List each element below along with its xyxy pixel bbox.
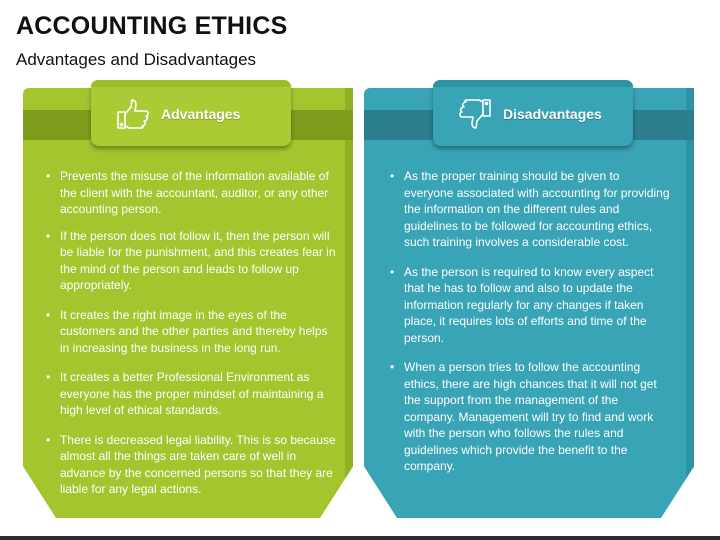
footer-bar [0,536,720,540]
disadvantages-label: Disadvantages [503,106,602,122]
disadvantages-panel-edge [686,88,694,518]
advantages-panel-edge [345,88,353,518]
thumbs-down-icon [457,96,493,132]
list-item: • If the person does not follow it, then the person will be liable for the punishment, and this creates fear in the mind of the person and leads to follow up appropriately. [44,228,336,294]
advantages-tab-cap [91,80,291,87]
advantages-list [44,168,336,511]
disadvantages-tab [433,80,633,146]
list-item: • There is decreased legal liability. This is so because almost all the things are taken care of well in advance by the concerned persons so that they are liable for any legal actions. [44,432,336,498]
list-item: • It creates a better Professional Environment as everyone has the proper mindset of maintaining a high level of ethical standards. [44,369,336,419]
page-subtitle: Advantages and Disadvantages [16,50,257,69]
list-item: • When a person tries to follow the accounting ethics, there are high chances that it will not get the support from the management of the company. Management will try to find and work with the person who follows the rules and guidelines which provide the benefit to the company. [388,359,670,475]
advantages-label: Advantages [161,106,241,122]
disadvantages-list [388,168,670,488]
disadvantages-tab-cap [433,80,633,87]
thumbs-up-icon [115,96,151,132]
page-title: ACCOUNTING ETHICS [16,12,288,40]
list-item: • As the person is required to know every aspect that he has to follow and also to update the information regularly for any changes if taken place, it requires lots of efforts and time of the person. [388,264,670,347]
list-item: • Prevents the misuse of the information available of the client with the accountant, auditor, or any other accounting person. [44,168,336,218]
advantages-tab [91,80,291,146]
list-item: • As the proper training should be given to everyone associated with accounting for providing the information on the different rules and guidelines to be followed for accounting ethics, such training involves a considerable cost. [388,168,670,251]
list-item: • It creates the right image in the eyes of the customers and the other parties and thereby helps in increasing the business in the long run. [44,307,336,357]
